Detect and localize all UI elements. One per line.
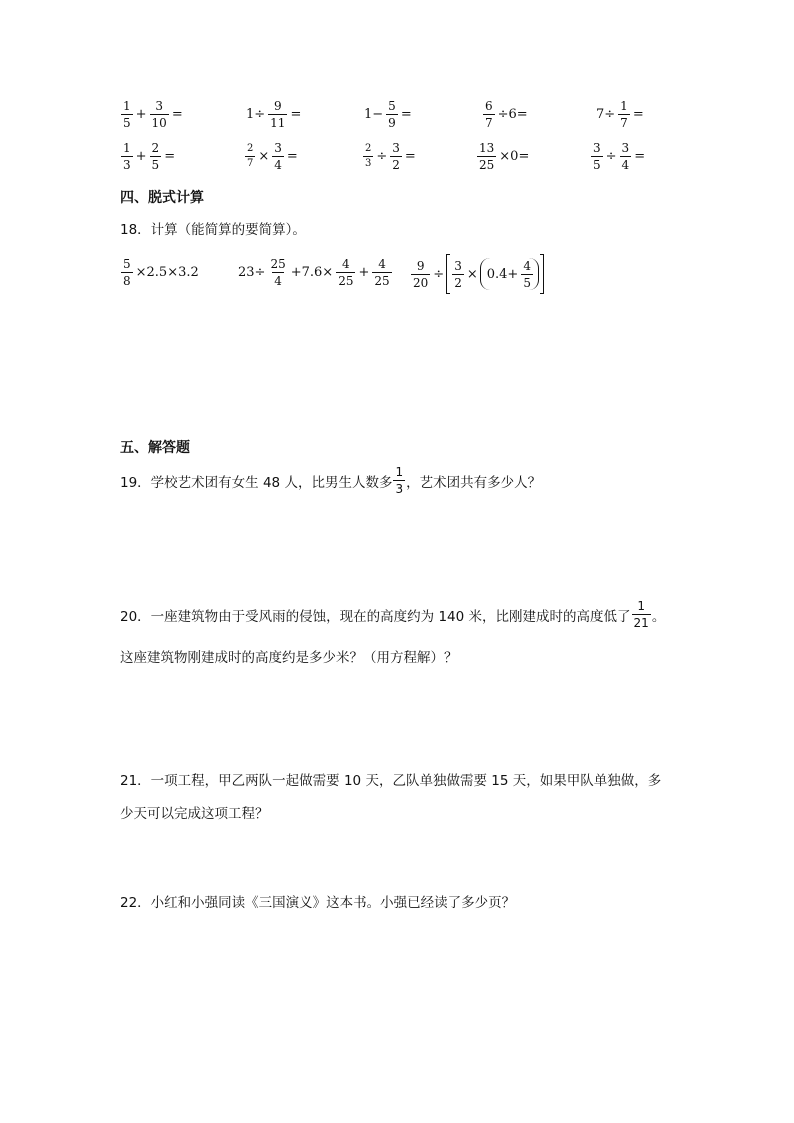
- section-5-title: 五、解答题: [120, 440, 190, 456]
- calc-expr-1: $\frac{5}{8}$ ×2.5×3.2: [123, 257, 199, 288]
- oral-calc-row-2: [0, 142, 794, 176]
- round-bracket: 0.4+ $\frac{4}{5}$: [480, 258, 539, 290]
- oral-expr-2-3: $\frac{2}{3}$ ÷ $\frac{3}{2}$ =: [365, 141, 416, 172]
- oral-expr-1-2: 1÷ $\frac{9}{11}$ =: [246, 99, 302, 130]
- oral-expr-2-1: $\frac{1}{3}$ + $\frac{2}{5}$ =: [123, 141, 176, 172]
- calc-expr-3: $\frac{9}{20}$ ÷ $\frac{3}{2}$ × 0.4+ $\frac{4}{5}$: [410, 254, 544, 294]
- square-bracket: $\frac{3}{2}$ × 0.4+ $\frac{4}{5}$: [446, 254, 544, 294]
- question-18: 18．计算（能简算的要简算）。: [120, 222, 306, 238]
- question-21: 21．一项工程，甲乙两队一起做需要 10 天，乙队单独做需要 15 天，如果甲队单独做，多: [120, 773, 662, 789]
- section-4-title: 四、脱式计算: [120, 190, 204, 206]
- oral-expr-1-5: 7÷ $\frac{1}{7}$ =: [596, 99, 644, 130]
- oral-expr-1-3: 1− $\frac{5}{9}$ =: [364, 99, 412, 130]
- question-22: 22．小红和小强同读《三国演义》这本书。小强已经读了多少页？: [120, 895, 516, 911]
- oral-expr-2-4: $\frac{13}{25}$ ×0=: [479, 141, 530, 172]
- question-20: 20．一座建筑物由于受风雨的侵蚀，现在的高度约为 140 米，比刚建成时的高度低了 $\frac{1}{21}$ 。: [120, 599, 666, 630]
- oral-expr-1-1: $\frac{1}{5}$ + $\frac{3}{10}$ =: [123, 99, 183, 130]
- question-19: 19．学校艺术团有女生 48 人，比男生人数多 $\frac{1}{3}$ ，艺术团共有多少人？: [120, 465, 542, 496]
- question-21-line-2: 少天可以完成这项工程？: [120, 806, 269, 822]
- oral-expr-2-2: $\frac{2}{7}$ × $\frac{3}{4}$ =: [247, 141, 298, 172]
- oral-expr-2-5: $\frac{3}{5}$ ÷ $\frac{3}{4}$ =: [593, 141, 646, 172]
- calc-expr-2: 23÷ $\frac{25}{4}$ +7.6× $\frac{4}{25}$ + $\frac{4}{25}$: [238, 257, 390, 288]
- oral-calc-row-1: [0, 100, 794, 134]
- question-20-line-2: 这座建筑物刚建成时的高度约是多少米？（用方程解）？: [120, 650, 458, 666]
- oral-expr-1-4: $\frac{6}{7}$ ÷6=: [485, 99, 528, 130]
